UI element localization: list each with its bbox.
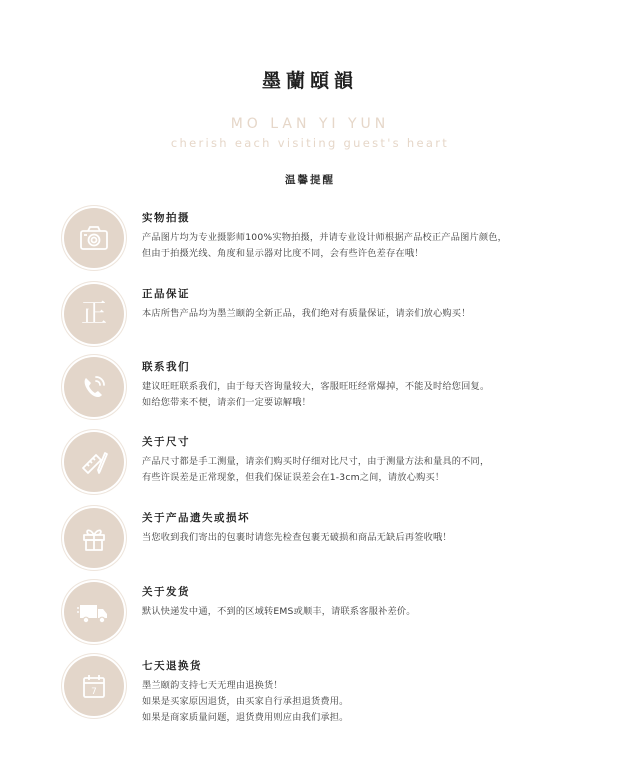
item-title: 关于发货 [142, 586, 190, 598]
item-title: 七天退换货 [142, 660, 202, 672]
item-description [142, 379, 572, 411]
notice-item-photography [62, 206, 582, 272]
description-line: 有些许误差是正常现象，但我们保证误差会在1-3cm之间，请放心购买！ [142, 472, 445, 483]
truck-icon [62, 580, 126, 644]
notice-item-genuine [62, 282, 582, 348]
description-line: 如给您带来不便，请亲们一定要谅解哦！ [142, 397, 311, 408]
calendar-icon [62, 654, 126, 718]
phone-icon [62, 355, 126, 419]
description-line: 产品尺寸都是手工测量，请亲们购买时仔细对比尺寸，由于测量方法和量具的不同， [142, 456, 490, 467]
calendar-icon-number: 7 [91, 687, 97, 697]
brand-tagline: cherish each visiting guest's heart [170, 136, 450, 150]
description-line: 默认快递发中通，不到的区域转EMS或顺丰，请联系客服补差价。 [142, 606, 416, 617]
notice-item-lost-damaged [62, 506, 582, 572]
notice-item-contact [62, 355, 582, 421]
description-line: 本店所售产品均为墨兰颐韵全新正品，我们绝对有质量保证，请亲们放心购买！ [142, 308, 471, 319]
description-line: 产品图片均为专业摄影师100%实物拍摄，并请专业设计师根据产品校正产品图片颜色， [142, 232, 508, 243]
genuine-icon-glyph: 正 [80, 299, 107, 329]
item-description [142, 604, 572, 620]
item-title: 正品保证 [142, 288, 190, 300]
item-title: 实物拍摄 [142, 212, 190, 224]
item-description [142, 454, 572, 486]
section-title: 温馨提醒 [285, 174, 335, 186]
description-line: 如果是商家质量问题，退货费用则应由我们承担。 [142, 712, 349, 723]
ruler-pencil-icon [62, 430, 126, 494]
notice-item-shipping [62, 580, 582, 646]
camera-icon [62, 206, 126, 270]
item-title: 关于尺寸 [142, 436, 190, 448]
item-description [142, 230, 572, 262]
description-line: 墨兰颐韵支持七天无理由退换货！ [142, 680, 283, 691]
item-description [142, 530, 572, 546]
notice-item-size [62, 430, 582, 496]
item-description [142, 306, 572, 322]
brand-name-english: MO LAN YI YUN [230, 116, 390, 132]
item-title: 关于产品遗失或损坏 [142, 512, 250, 524]
description-line: 如果是买家原因退货，由买家自行承担退货费用。 [142, 696, 349, 707]
description-line: 但由于拍摄光线、角度和显示器对比度不同，会有些许色差存在哦！ [142, 248, 424, 259]
notice-item-returns [62, 654, 582, 723]
item-title: 联系我们 [142, 361, 190, 373]
gift-icon [62, 506, 126, 570]
description-line: 建议旺旺联系我们，由于每天咨询量较大，客服旺旺经常爆掉，不能及时给您回复。 [142, 381, 490, 392]
description-line: 当您收到我们寄出的包裹时请您先检查包裹无破损和商品无缺后再签收哦！ [142, 532, 452, 543]
genuine-icon [62, 282, 126, 346]
brand-name-chinese: 墨蘭頤韻 [261, 70, 358, 92]
item-description [142, 678, 572, 726]
